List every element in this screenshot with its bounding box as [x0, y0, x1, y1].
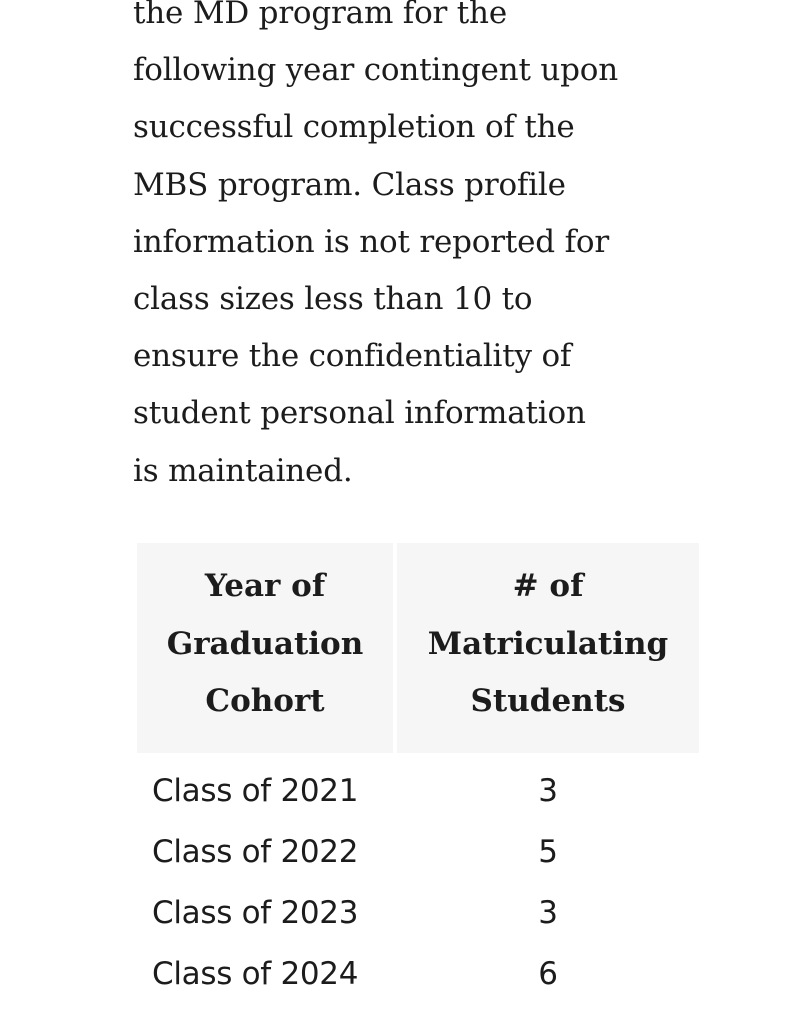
table-row: [137, 944, 699, 1005]
table-header: [137, 543, 699, 753]
header-line: Year of: [204, 568, 326, 604]
header-matriculating-students: [397, 543, 699, 753]
students-count-cell: 5: [538, 834, 558, 870]
table-body: [137, 753, 699, 1005]
cohort-cell: Class of 2023: [152, 895, 359, 931]
header-line: Cohort: [205, 683, 325, 719]
paragraph: [133, 0, 733, 500]
cohort-cell: Class of 2021: [152, 773, 359, 809]
table-row: [137, 753, 699, 822]
table-row: [137, 822, 699, 883]
students-count-cell: 3: [538, 895, 558, 931]
paragraph-line: successful completion of the: [133, 109, 575, 146]
paragraph-line: ensure the confidentiality of: [133, 338, 572, 375]
paragraph-line: following year contingent upon: [133, 52, 618, 89]
cohort-cell: Class of 2022: [152, 834, 359, 870]
article-body: [133, 0, 733, 500]
table-row: [137, 883, 699, 944]
header-line: Graduation: [166, 625, 364, 662]
cohort-table: [133, 543, 703, 1005]
students-count-cell: 6: [538, 956, 558, 992]
paragraph-line: the MD program for the: [133, 0, 507, 31]
paragraph-line: information is not reported for: [133, 223, 609, 260]
header-line: Matriculating: [427, 625, 669, 662]
cohort-cell: Class of 2024: [152, 956, 359, 992]
paragraph-line: class sizes less than 10 to: [133, 281, 533, 318]
header-year-of-graduation-cohort: [137, 543, 393, 753]
paragraph-line: MBS program. Class profile: [133, 166, 566, 203]
header-line: Students: [470, 683, 626, 719]
header-line: # of: [512, 568, 584, 604]
paragraph-line: student personal information: [133, 395, 586, 432]
paragraph-line: is maintained.: [133, 452, 353, 489]
students-count-cell: 3: [538, 773, 558, 809]
table-header-row: [137, 543, 699, 753]
cohort-table-container: [137, 543, 703, 1005]
